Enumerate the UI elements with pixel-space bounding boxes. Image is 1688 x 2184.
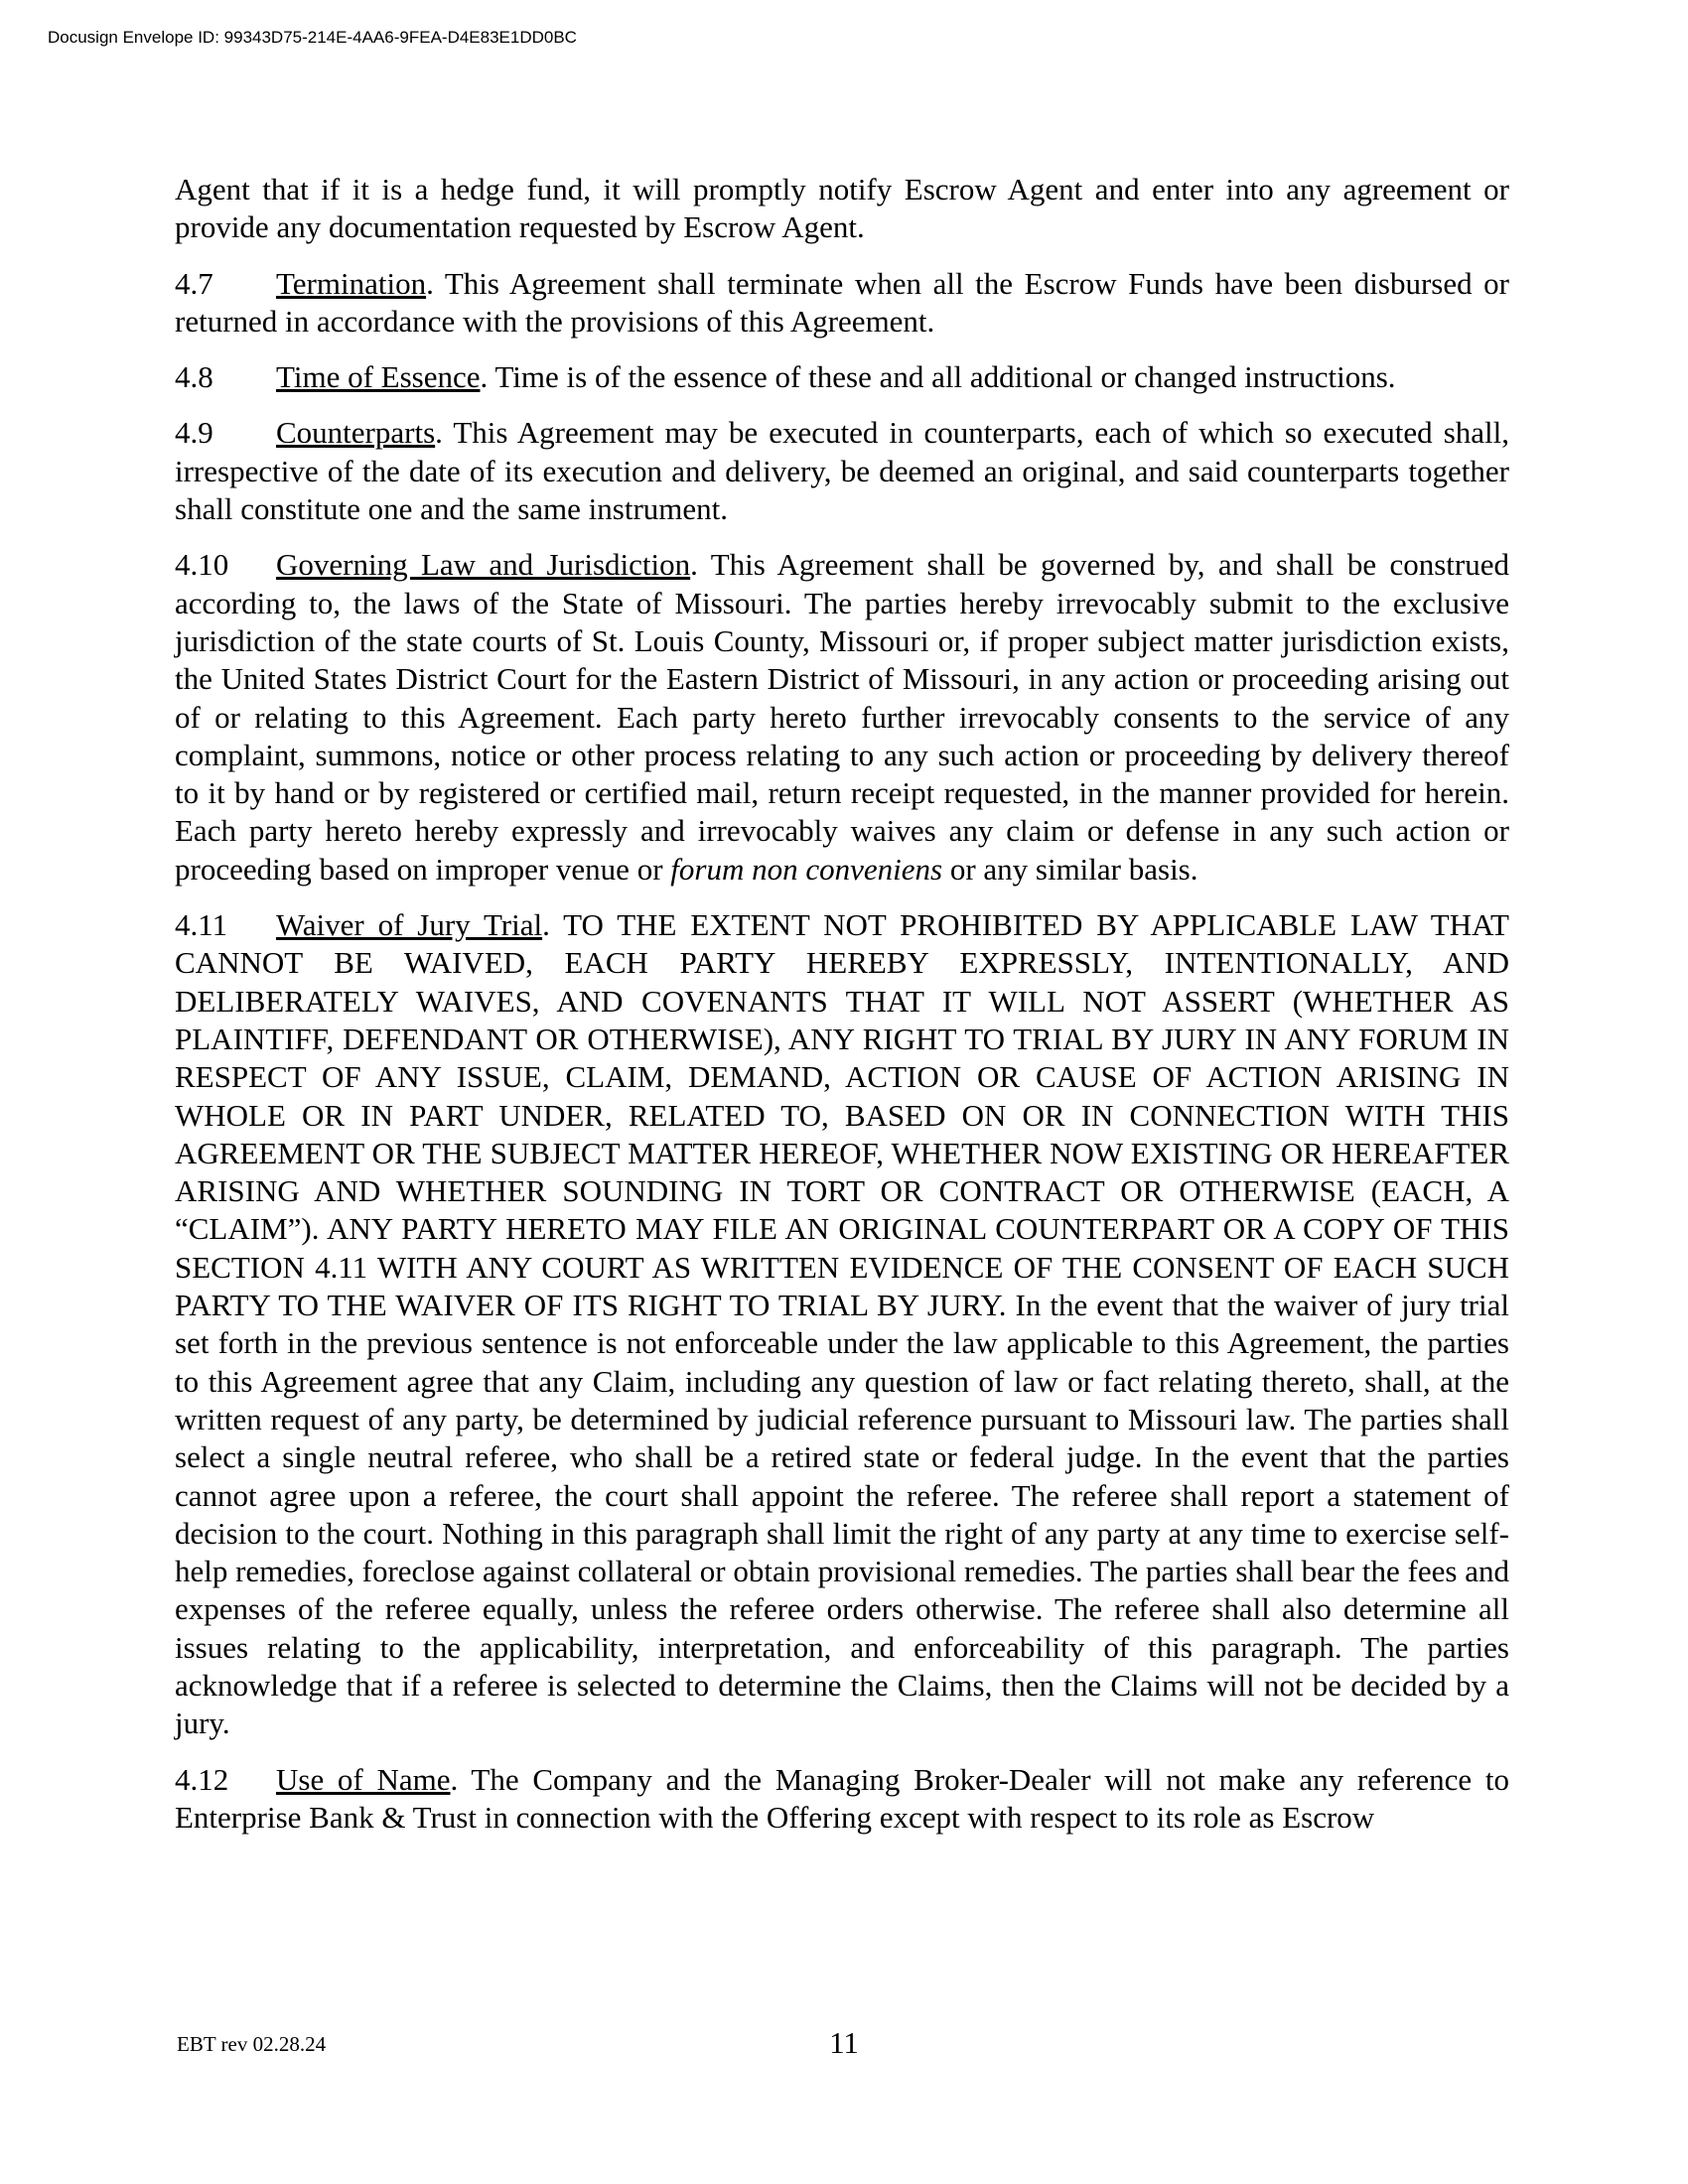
page-number: 11 [829,2025,859,2060]
section-text: . This Agreement shall terminate when all the Escrow Funds have been disbursed or returned in accordance with the provisions of this Agreement. [175,265,1509,339]
section-text: . This Agreement may be executed in counterparts, each of which so executed shall, irrespective of the date of its execution and delivery, be deemed an original, and said counterparts together shall constitute one and the same instrument. [175,415,1509,527]
section-title: Use of Name [276,1761,451,1797]
section-text: . The Company and the Managing Broker-Dealer will not make any reference to Enterprise Bank & Trust in connection with the Offering except with respect to its role as Escrow [175,1761,1509,1835]
section-number: 4.9 [175,415,213,451]
section-title: Governing Law and Jurisdiction [276,547,691,583]
section-number: 4.8 [175,359,213,395]
footer-revision: EBT rev 02.28.24 [177,2032,327,2056]
section-number: 4.7 [175,265,213,301]
docusign-envelope-id: Docusign Envelope ID: 99343D75-214E-4AA6-9FEA-D4E83E1DD0BC [48,28,577,47]
section-text: . This Agreement shall be governed by, and shall be construed according to, the laws of the State of Missouri. The parties hereby irrevocably submit to the exclusive jurisdiction of the state courts of St. Louis County, Missouri or, if proper subject matter jurisdiction exists, the United States District Court for the Eastern District of Missouri, in any action or proceeding arising out of or relating to this Agreement. Each party hereto further irrevocably consents to the service of any complaint, summons, notice or other process relating to any such action or proceeding by delivery thereof to it by hand or by registered or certified mail, return receipt requested, in the manner provided for herein. Each party hereto hereby expressly and irrevocably waives any claim or defense in any such action or proceeding based on improper venue or [175,547,1509,887]
section-4-8 [175,358,1509,396]
section-number: 4.11 [175,907,228,943]
section-text-end: or any similar basis. [942,851,1198,887]
section-title: Waiver of Jury Trial [276,907,543,943]
section-4-10 [175,546,1509,888]
section-title: Termination [276,265,427,301]
latin-term: forum non conveniens [670,851,943,887]
section-title: Counterparts [276,415,436,451]
section-number: 4.12 [175,1761,229,1797]
section-4-9 [175,414,1509,528]
section-4-12 [175,1761,1509,1838]
paragraph-continuation: Agent that if it is a hedge fund, it will promptly notify Escrow Agent and enter into any agreement or provide any documentation requested by Escrow Agent. [175,172,1509,245]
section-number: 4.10 [175,547,229,583]
document-body [175,171,1509,1854]
section-4-11 [175,906,1509,1743]
section-title: Time of Essence [276,359,481,395]
section-text: . Time is of the essence of these and all additional or changed instructions. [480,359,1396,395]
section-4-7 [175,265,1509,341]
section-text: . TO THE EXTENT NOT PROHIBITED BY APPLICABLE LAW THAT CANNOT BE WAIVED, EACH PARTY HEREBY EXPRESSLY, INTENTIONALLY, AND DELIBERATELY WAIVES, AND COVENANTS THAT IT WILL NOT ASSERT (WHETHER AS PLAINTIFF, DEFENDANT OR OTHERWISE), ANY RIGHT TO TRIAL BY JURY IN ANY FORUM IN RESPECT OF ANY ISSUE, CLAIM, DEMAND, ACTION OR CAUSE OF ACTION ARISING IN WHOLE OR IN PART UNDER, RELATED TO, BASED ON OR IN CONNECTION WITH THIS AGREEMENT OR THE SUBJECT MATTER HEREOF, WHETHER NOW EXISTING OR HEREAFTER ARISING AND WHETHER SOUNDING IN TORT OR CONTRACT OR OTHERWISE (EACH, A “CLAIM”). ANY PARTY HERETO MAY FILE AN ORIGINAL COUNTERPART OR A COPY OF THIS SECTION 4.11 WITH ANY COURT AS WRITTEN EVIDENCE OF THE CONSENT OF EACH SUCH PARTY TO THE WAIVER OF ITS RIGHT TO TRIAL BY JURY. In the event that the waiver of jury trial set forth in the previous sentence is not enforceable under the law applicable to this Agreement, the parties to this Agreement agree that any Claim, including any question of law or fact relating thereto, shall, at the written request of any party, be determined by judicial reference pursuant to Missouri law. The parties shall select a single neutral referee, who shall be a retired state or federal judge. In the event that the parties cannot agree upon a referee, the court shall appoint the referee. The referee shall report a statement of decision to the court. Nothing in this paragraph shall limit the right of any party at any time to exercise self-help remedies, foreclose against collateral or obtain provisional remedies. The parties shall bear the fees and expenses of the referee equally, unless the referee orders otherwise. The referee shall also determine all issues relating to the applicability, interpretation, and enforceability of this paragraph. The parties acknowledge that if a referee is selected to determine the Claims, then the Claims will not be decided by a jury. [175,907,1509,1741]
